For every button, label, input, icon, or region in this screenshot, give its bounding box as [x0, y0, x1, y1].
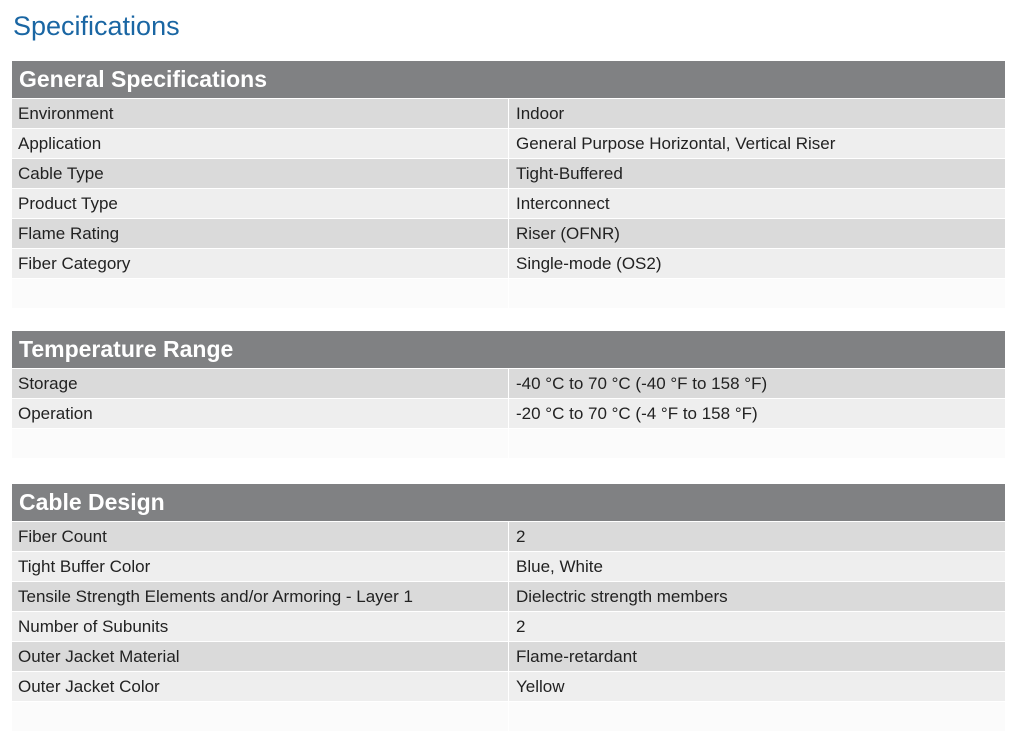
spacer-cell [509, 279, 1005, 308]
row-value: Blue, White [509, 552, 1005, 581]
spacer-cell [12, 279, 508, 308]
row-value: Dielectric strength members [509, 582, 1005, 611]
table-row [12, 399, 1005, 428]
row-value: 2 [509, 612, 1005, 641]
row-label: Outer Jacket Color [12, 672, 508, 701]
table-row [12, 219, 1005, 248]
row-value: Flame-retardant [509, 642, 1005, 671]
row-value: -40 °C to 70 °C (-40 °F to 158 °F) [509, 369, 1005, 398]
table-row-spacer [12, 279, 1005, 308]
table-row [12, 672, 1005, 701]
spacer-cell [12, 702, 508, 731]
table-row [12, 369, 1005, 398]
row-value: Single-mode (OS2) [509, 249, 1005, 278]
row-value: Indoor [509, 99, 1005, 128]
row-label: Fiber Count [12, 522, 508, 551]
row-label: Number of Subunits [12, 612, 508, 641]
table-row [12, 129, 1005, 158]
row-label: Storage [12, 369, 508, 398]
section-general-specifications [12, 61, 1005, 308]
row-value: General Purpose Horizontal, Vertical Riser [509, 129, 1005, 158]
row-label: Application [12, 129, 508, 158]
page-title: Specifications [13, 11, 180, 41]
row-label: Flame Rating [12, 219, 508, 248]
row-value: Tight-Buffered [509, 159, 1005, 188]
table-row [12, 159, 1005, 188]
row-value: Riser (OFNR) [509, 219, 1005, 248]
section-header: General Specifications [12, 61, 1005, 98]
table-row [12, 582, 1005, 611]
row-label: Cable Type [12, 159, 508, 188]
table-row [12, 189, 1005, 218]
spacer-cell [12, 429, 508, 458]
spacer-cell [509, 429, 1005, 458]
table-row-spacer [12, 429, 1005, 458]
table-row-spacer [12, 702, 1005, 731]
section-cable-design [12, 484, 1005, 731]
row-label: Outer Jacket Material [12, 642, 508, 671]
table-row [12, 522, 1005, 551]
row-label: Tensile Strength Elements and/or Armoring - Layer 1 [12, 582, 508, 611]
table-row [12, 642, 1005, 671]
row-value: -20 °C to 70 °C (-4 °F to 158 °F) [509, 399, 1005, 428]
section-header: Cable Design [12, 484, 1005, 521]
spacer-cell [509, 702, 1005, 731]
row-value: Interconnect [509, 189, 1005, 218]
table-row [12, 99, 1005, 128]
table-row [12, 612, 1005, 641]
row-label: Operation [12, 399, 508, 428]
table-row [12, 552, 1005, 581]
section-temperature-range [12, 331, 1005, 458]
row-value: Yellow [509, 672, 1005, 701]
row-label: Environment [12, 99, 508, 128]
row-label: Fiber Category [12, 249, 508, 278]
section-header: Temperature Range [12, 331, 1005, 368]
table-row [12, 249, 1005, 278]
row-value: 2 [509, 522, 1005, 551]
row-label: Product Type [12, 189, 508, 218]
row-label: Tight Buffer Color [12, 552, 508, 581]
